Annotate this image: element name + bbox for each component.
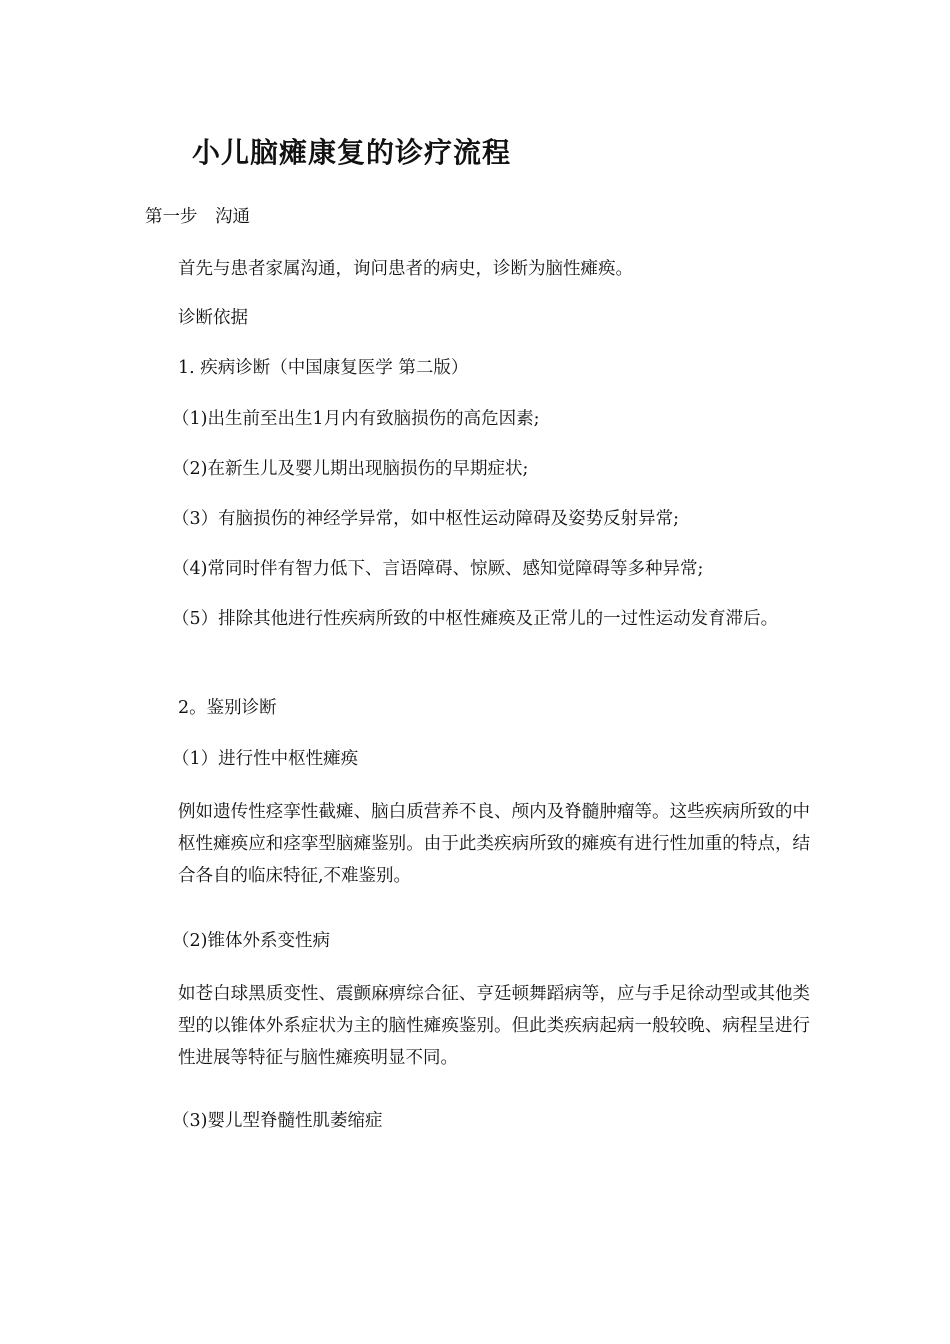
differential-heading: （1）进行性中枢性瘫痪 <box>172 749 359 769</box>
differential-heading: （3)婴儿型脊髓性肌萎缩症 <box>172 1111 383 1131</box>
criterion-item: （3）有脑损伤的神经学异常，如中枢性运动障碍及姿势反射异常; <box>172 509 680 529</box>
differential-paragraph: 例如遗传性痉挛性截瘫、脑白质营养不良、颅内及脊髓肿瘤等。这些疾病所致的中枢性瘫痪应和痉挛型脑瘫鉴别。由于此类疾病所致的瘫痪有进行性加重的特点，结合各自的临床特征,不难鉴别。 <box>178 802 810 886</box>
criterion-item: （4)常同时伴有智力低下、言语障碍、惊厥、感知觉障碍等多种异常; <box>172 559 704 579</box>
intro-paragraph: 首先与患者家属沟通，询问患者的病史，诊断为脑性瘫痪。 <box>178 259 633 279</box>
differential-paragraph: 如苍白球黑质变性、震颤麻痹综合征、亨廷顿舞蹈病等，应与手足徐动型或其他类型的以锥体外系症状为主的脑性瘫痪鉴别。但此类疾病起病一般较晚、病程呈进行性进展等特征与脑性瘫痪明显不同。 <box>178 984 810 1068</box>
section-heading-differential: 2。鉴别诊断 <box>178 698 277 718</box>
section-heading-diagnosis: 1. 疾病诊断（中国康复医学 第二版） <box>178 358 469 378</box>
step-heading: 第一步 沟通 <box>145 207 250 227</box>
differential-heading: （2)锥体外系变性病 <box>172 931 330 951</box>
criterion-item: （5）排除其他进行性疾病所致的中枢性瘫痪及正常儿的一过性运动发育滞后。 <box>172 609 779 629</box>
criterion-item: （2)在新生儿及婴儿期出现脑损伤的早期症状; <box>172 459 529 479</box>
criterion-item: （1)出生前至出生1月内有致脑损伤的高危因素; <box>172 409 540 429</box>
basis-heading: 诊断依据 <box>178 308 248 328</box>
document-title: 小儿脑瘫康复的诊疗流程 <box>192 136 512 169</box>
